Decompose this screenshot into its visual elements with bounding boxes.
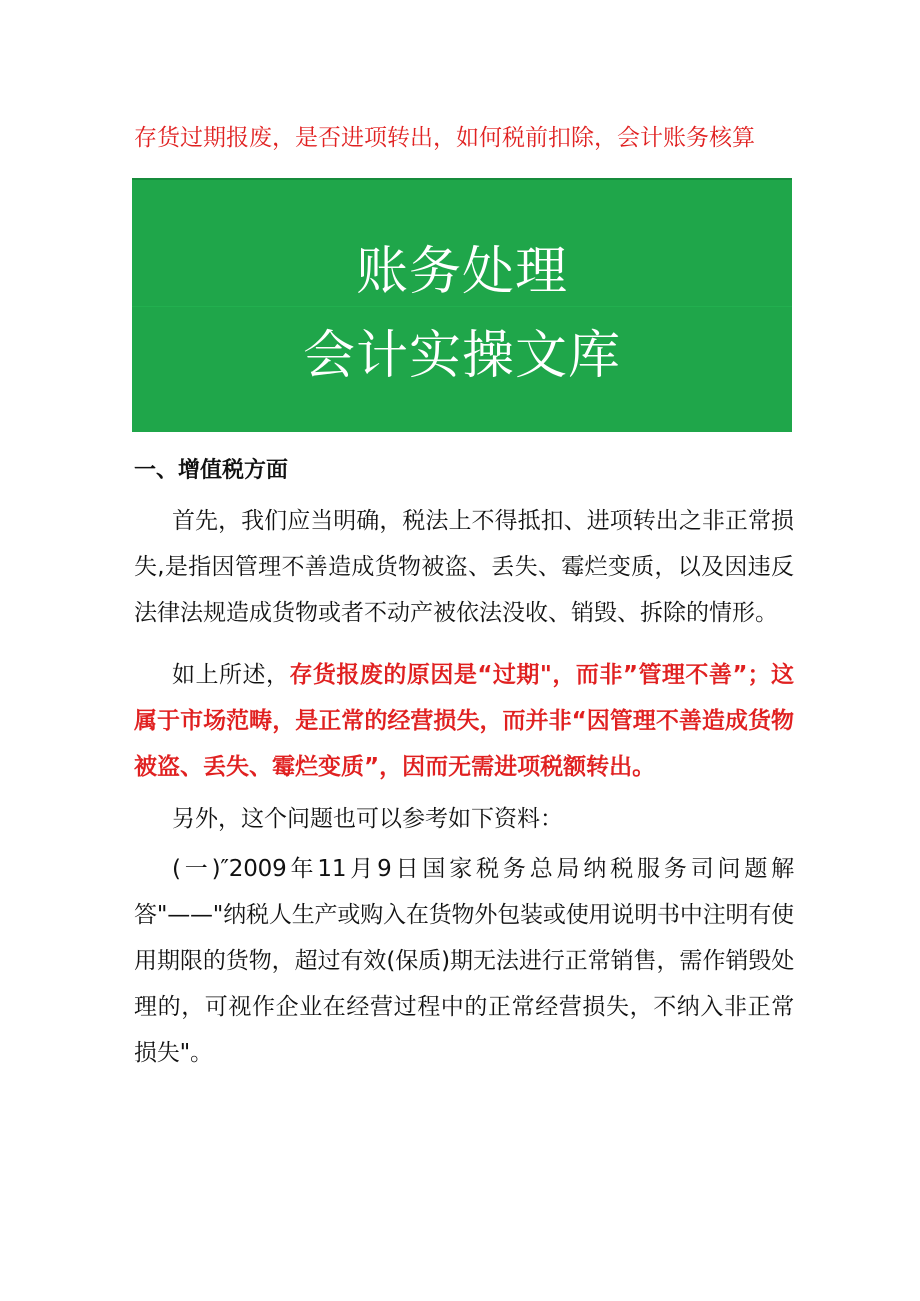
paragraph-2-emphasis: 存货报废的原因是“过期"，而非”管理不善”；这属于市场范畴，是正常的经营损失，而并非“因管理不善造成货物被盗、丢失、霉烂变质”，因而无需进项税额转出。 bbox=[134, 662, 794, 780]
paragraph-4: (一)″2009年11月9日国家税务总局纳税服务司问题解答"——"纳税人生产或购入在货物外包装或使用说明书中注明有使用期限的货物，超过有效(保质)期无法进行正常销售，需作销毁处理的，可视作企业在经营过程中的正常经营损失，不纳入非正常损失"。 bbox=[134, 856, 794, 1066]
paragraph-2 bbox=[134, 652, 794, 790]
banner-divider bbox=[132, 306, 792, 307]
banner-line-2: 会计实操文库 bbox=[302, 326, 621, 386]
section-heading: 一、增值税方面 bbox=[134, 458, 289, 483]
paragraph-2-lead: 如上所述， bbox=[172, 662, 290, 688]
paragraph-3: 另外，这个问题也可以参考如下资料： bbox=[172, 806, 563, 832]
banner bbox=[132, 178, 792, 432]
banner-line-1: 账务处理 bbox=[355, 242, 568, 302]
document-title: 存货过期报废，是否进项转出，如何税前扣除，会计账务核算 bbox=[134, 125, 755, 151]
paragraph-1: 首先，我们应当明确，税法上不得抵扣、进项转出之非正常损失,是指因管理不善造成货物被盗、丢失、霉烂变质，以及因违反法律法规造成货物或者不动产被依法没收、销毁、拆除的情形。 bbox=[134, 508, 794, 626]
